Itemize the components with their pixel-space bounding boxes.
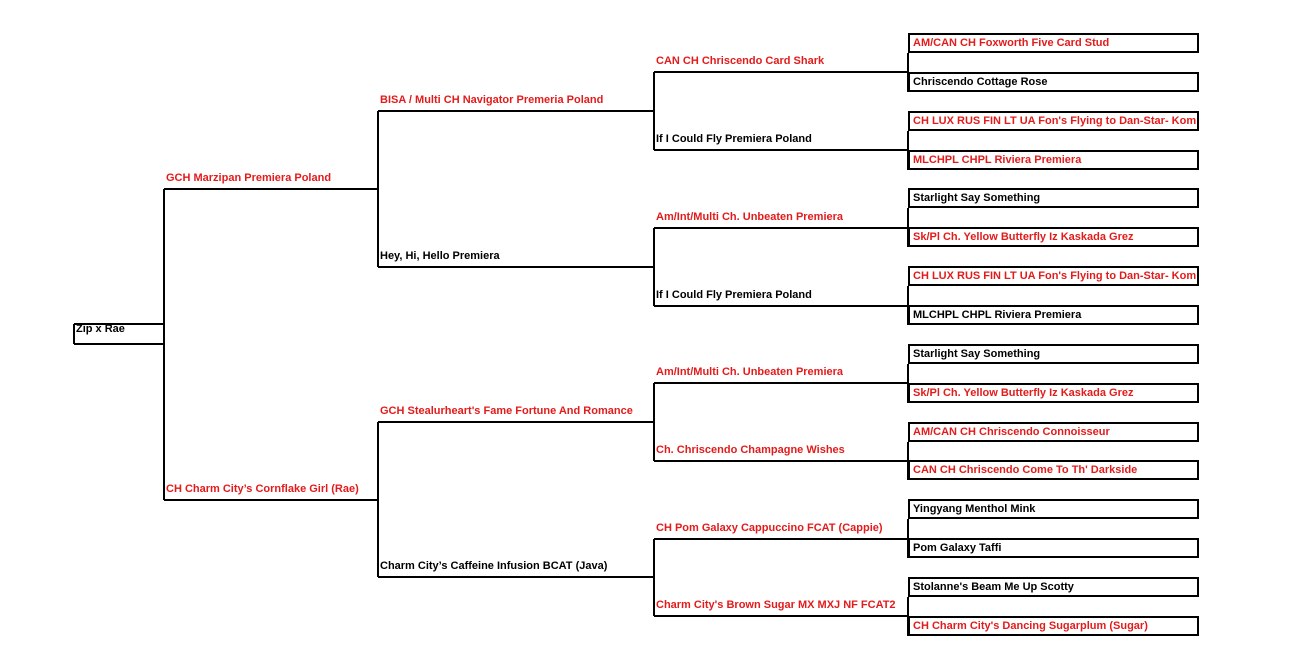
great-great-grandparent-box	[908, 188, 1199, 208]
great-grandparent-name: CH Pom Galaxy Cappuccino FCAT (Cappie)	[656, 521, 883, 534]
parent-line	[164, 188, 378, 190]
great-great-grandparent-box	[908, 266, 1199, 286]
great-grandparent-name: Am/Int/Multi Ch. Unbeaten Premiera	[656, 366, 844, 379]
great-great-grandparent-name: CAN CH Chriscendo Come To Th' Darkside	[913, 464, 1138, 477]
great-grandparent-line	[654, 460, 908, 462]
great-grandparent-line	[654, 305, 908, 307]
great-grandparent-line	[654, 538, 908, 540]
great-grandparent-name: Charm City's Brown Sugar MX MXJ NF FCAT2	[656, 599, 896, 612]
subject-name: Zip x Rae	[76, 323, 125, 336]
great-grandparent-line	[654, 382, 908, 384]
parent-name: GCH Marzipan Premiera Poland	[166, 171, 332, 184]
grandparent-line	[378, 576, 654, 578]
subject-line	[74, 343, 164, 345]
great-great-grandparent-name: CH LUX RUS FIN LT UA Fon's Flying to Dan-Star- Kom	[913, 270, 1197, 283]
great-great-grandparent-name: Sk/Pl Ch. Yellow Butterfly Iz Kaskada Grez	[913, 231, 1134, 244]
great-great-grandparent-box	[908, 227, 1199, 247]
great-grandparent-name: If I Could Fly Premiera Poland	[656, 288, 812, 301]
parent-name: CH Charm City’s Cornflake Girl (Rae)	[166, 482, 359, 495]
great-grandparent-line	[654, 227, 908, 229]
great-grandparent-name: If I Could Fly Premiera Poland	[656, 133, 812, 146]
great-great-grandparent-name: MLCHPL CHPL Riviera Premiera	[913, 153, 1082, 166]
great-great-grandparent-box	[908, 150, 1199, 170]
parent-connector	[377, 422, 379, 577]
great-great-grandparent-name: Yingyang Menthol Mink	[913, 503, 1036, 516]
great-great-grandparent-name: AM/CAN CH Chriscendo Connoisseur	[913, 425, 1110, 438]
great-great-grandparent-box	[908, 72, 1199, 92]
grandparent-name: BISA / Multi CH Navigator Premeria Poland	[380, 94, 604, 107]
great-great-grandparent-name: Stolanne's Beam Me Up Scotty	[913, 580, 1074, 593]
great-grandparent-name: Ch. Chriscendo Champagne Wishes	[656, 443, 845, 456]
great-great-grandparent-box	[908, 499, 1199, 519]
parent-line	[164, 499, 378, 501]
parent-connector	[377, 111, 379, 266]
great-great-grandparent-box	[908, 305, 1199, 325]
great-great-grandparent-box	[908, 344, 1199, 364]
great-great-grandparent-name: Pom Galaxy Taffi	[913, 542, 1002, 555]
grandparent-line	[378, 266, 654, 268]
great-grandparent-name: Am/Int/Multi Ch. Unbeaten Premiera	[656, 210, 844, 223]
great-great-grandparent-box	[908, 577, 1199, 597]
great-great-grandparent-name: Starlight Say Something	[913, 347, 1041, 360]
subject-connector	[163, 189, 165, 500]
great-great-grandparent-name: Chriscendo Cottage Rose	[913, 75, 1048, 88]
great-great-grandparent-box	[908, 538, 1199, 558]
great-great-grandparent-name: Sk/Pl Ch. Yellow Butterfly Iz Kaskada Grez	[913, 386, 1134, 399]
great-grandparent-line	[654, 71, 908, 73]
great-grandparent-name: CAN CH Chriscendo Card Shark	[656, 55, 825, 68]
grandparent-line	[378, 110, 654, 112]
great-great-grandparent-name: AM/CAN CH Foxworth Five Card Stud	[913, 37, 1110, 49]
great-great-grandparent-name: CH LUX RUS FIN LT UA Fon's Flying to Dan-Star- Kom	[913, 114, 1197, 127]
great-grandparent-line	[654, 615, 908, 617]
great-great-grandparent-name: CH Charm City's Dancing Sugarplum (Sugar)	[913, 619, 1148, 632]
great-great-grandparent-box	[908, 111, 1199, 131]
grandparent-name: GCH Stealurheart's Fame Fortune And Romance	[380, 405, 633, 418]
great-grandparent-line	[654, 149, 908, 151]
grandparent-name: Charm City’s Caffeine Infusion BCAT (Java)	[380, 560, 608, 573]
great-great-grandparent-box	[908, 460, 1199, 480]
great-great-grandparent-box	[908, 616, 1199, 636]
great-great-grandparent-name: MLCHPL CHPL Riviera Premiera	[913, 308, 1082, 321]
great-great-grandparent-box	[908, 33, 1199, 53]
great-great-grandparent-name: Starlight Say Something	[913, 192, 1041, 205]
great-great-grandparent-box	[908, 383, 1199, 403]
grandparent-name: Hey, Hi, Hello Premiera	[380, 249, 500, 262]
great-great-grandparent-box	[908, 422, 1199, 442]
grandparent-line	[378, 421, 654, 423]
